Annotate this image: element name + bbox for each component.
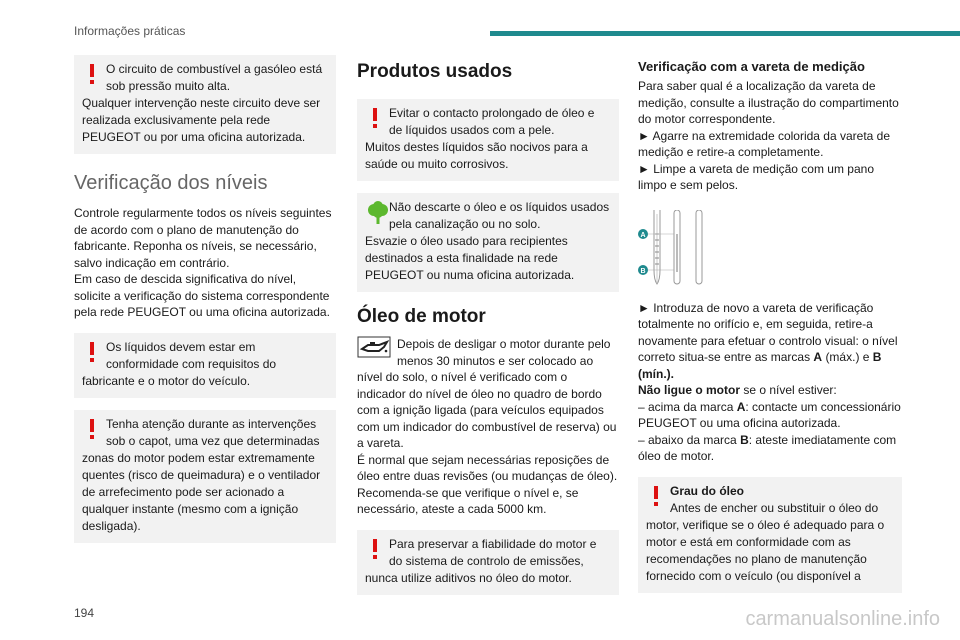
environment-box xyxy=(357,193,619,292)
warning-icon xyxy=(654,486,658,499)
warning-text-rest: zonas do motor podem estar extremamente quentes (risco de queimadura) e o ventilador de arrefecimento pode ser acionado a qualquer instante (mesmo com a ignição desligada). xyxy=(82,450,321,533)
warning-box xyxy=(74,55,336,154)
paragraph: – abaixo da marca B: ateste imediatamente com óleo de motor. xyxy=(638,432,897,463)
paragraph: ► Introduza de novo a vareta de verificação totalmente no orifício e, em seguida, retire-a novamente para efetuar o controlo visual: o nível correto situa-se entre as marcas A (máx.) e B (mín.). xyxy=(638,300,898,381)
warning-text: Os líquidos devem estar em conformidade com requisitos do xyxy=(106,339,277,371)
column-1 xyxy=(74,55,336,555)
paragraph: Em caso de descida significativa do nível, solicite a verificação do sistema correspondente pela rede PEUGEOT ou uma oficina autorizada. xyxy=(74,272,330,319)
warning-icon xyxy=(90,64,94,77)
dipstick-diagram xyxy=(638,210,728,292)
marker-b-label: B xyxy=(640,267,646,275)
warning-box xyxy=(74,333,336,398)
warning-text: Tenha atenção durante as intervenções sob o capot, uma vez que determinadas xyxy=(106,416,320,448)
warning-text: O circuito de combustível a gasóleo está sob pressão muito alta. xyxy=(106,62,323,93)
environment-text-rest: Esvazie o óleo usado para recipientes destinados a esta finalidade na rede PEUGEOT ou numa oficina autorizada. xyxy=(365,234,575,282)
column-3 xyxy=(638,55,902,605)
paragraph: nível do solo, o nível é verificado com o indicador do nível de óleo no quadro de bordo com a ignição ligada (para veículos equipados com um indicador do combustível de reserva) ou a vareta. xyxy=(357,370,617,450)
paragraph: Para saber qual é a localização da vareta de medição, consulte a ilustração do compartimento do motor correspondente. xyxy=(638,79,899,126)
paragraph: Depois de desligar o motor durante pelo menos 30 minutos e ser colocado ao xyxy=(397,337,611,368)
page-number: 194 xyxy=(74,606,95,620)
warning-text-rest: fabricante e o motor do veículo. xyxy=(82,373,251,388)
section-header: Informações práticas xyxy=(74,24,186,38)
paragraph: ► Agarre na extremidade colorida da vareta de medição e retire-a completamente. xyxy=(638,128,891,159)
column-2 xyxy=(357,55,619,607)
paragraph: É normal que sejam necessárias reposições de óleo entre duas revisões (ou mudanças de óleo). Recomenda-se que verifique o nível e, se necessário, ateste a cada 5000 km. xyxy=(357,452,618,516)
section-heading: Óleo de motor xyxy=(357,306,486,327)
header-accent-bar xyxy=(490,31,960,36)
tree-icon xyxy=(367,201,389,225)
paragraph: ► Limpe a vareta de medição com um pano limpo e sem pelos. xyxy=(638,161,874,192)
warning-icon xyxy=(90,419,94,432)
warning-text: Antes de encher ou substituir o óleo do xyxy=(670,500,879,515)
warning-icon xyxy=(90,342,94,355)
warning-icon xyxy=(373,539,377,552)
section-heading: Produtos usados xyxy=(357,61,513,82)
warning-title: Grau do óleo xyxy=(670,483,745,498)
warning-box xyxy=(638,477,902,593)
paragraph: Controle regularmente todos os níveis seguintes de acordo com o plano de manutenção do fabricante. Reponha os níveis, se necessário, salvo indicação em contrário. xyxy=(74,206,332,270)
section-heading: Verificação com a vareta de medição xyxy=(638,59,865,74)
paragraph: – acima da marca A: contacte um concessionário PEUGEOT ou uma oficina autorizada. xyxy=(638,399,901,430)
warning-icon xyxy=(373,108,377,121)
section-heading: Verificação dos níveis xyxy=(74,172,268,194)
watermark: carmanualsonline.info xyxy=(745,608,940,630)
warning-text-rest: motor, verifique se o óleo é adequado para o motor e está em conformidade com as recomendações no plano de manutenção fornecido com o veículo (ou disponível a xyxy=(646,517,885,583)
warning-text-rest: Qualquer intervenção neste circuito deve ser realizada exclusivamente pela rede PEUGEOT ou por uma oficina autorizada. xyxy=(82,96,321,144)
warning-text-rest: Muitos destes líquidos são nocivos para a saúde ou muito corrosivos. xyxy=(365,140,588,171)
warning-box xyxy=(74,410,336,543)
warning-text: Para preservar a fiabilidade do motor e do sistema de controlo de emissões, xyxy=(389,536,597,568)
oil-can-icon xyxy=(357,336,391,358)
warning-box xyxy=(357,99,619,181)
warning-text: Evitar o contacto prolongado de óleo e de líquidos usados com a pele. xyxy=(389,106,595,137)
dipstick-illustration xyxy=(638,210,902,292)
paragraph: Não ligue o motor se o nível estiver: xyxy=(638,383,837,397)
environment-text: Não descarte o óleo e os líquidos usados pela canalização ou no solo. xyxy=(389,200,610,231)
marker-a-label: A xyxy=(640,231,646,239)
warning-box xyxy=(357,530,619,595)
warning-text-rest: nunca utilize aditivos no óleo do motor. xyxy=(365,570,572,585)
